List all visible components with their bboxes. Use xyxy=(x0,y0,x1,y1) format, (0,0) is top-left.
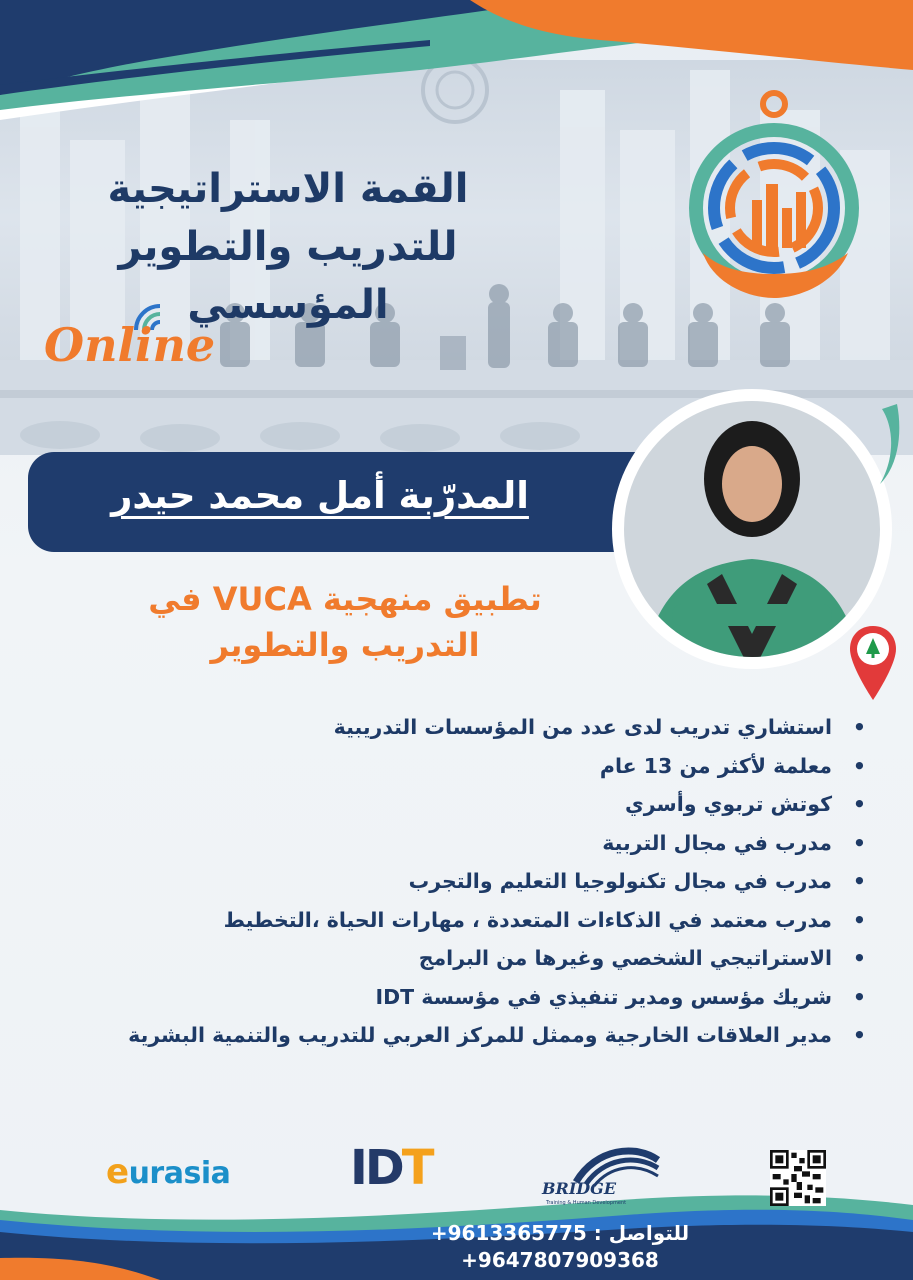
phone-lebanon[interactable]: +9613365775 xyxy=(430,1221,587,1245)
idt-logo-t: T xyxy=(401,1140,432,1196)
trainer-name: المدرّبة أمل محمد حيدر xyxy=(111,474,529,517)
credentials-list xyxy=(52,708,872,1055)
credential-item: • شريك مؤسس ومدير تنفيذي في مؤسسة IDT xyxy=(52,978,872,1017)
bridge-logo-tagline: Training & Human Development xyxy=(546,1200,627,1206)
course-title xyxy=(90,576,600,668)
lebanon-location-pin-icon xyxy=(848,624,898,704)
credential-item: • الاستراتيجي الشخصي وغيرها من البرامج xyxy=(52,939,872,978)
summit-logo xyxy=(688,88,868,308)
summit-title xyxy=(28,160,548,334)
course-line-1: تطبيق منهجية VUCA في xyxy=(148,580,542,618)
online-label: Online xyxy=(44,318,216,372)
credential-item: • مدير العلاقات الخارجية وممثل للمركز العربي للتدريب والتنمية البشرية xyxy=(52,1016,872,1055)
credential-item: • مدرب معتمد في الذكاءات المتعددة ، مهارات الحياة ،التخطيط xyxy=(52,901,872,940)
title-line-1: القمة الاستراتيجية xyxy=(107,166,469,212)
eurasia-logo-e: e xyxy=(106,1152,129,1192)
credential-item: • كوتش تربوي وأسري xyxy=(52,785,872,824)
bridge-logo xyxy=(536,1138,666,1208)
contact-row-1 xyxy=(380,1220,740,1247)
bridge-logo-name: BRIDGE xyxy=(542,1179,617,1198)
credential-item: • مدرب في مجال التربية xyxy=(52,824,872,863)
contact-info xyxy=(380,1220,740,1274)
eurasia-logo-text: urasia xyxy=(128,1156,231,1191)
eurasia-logo xyxy=(106,1152,230,1192)
title-line-2: للتدريب والتطوير المؤسسي xyxy=(118,224,458,328)
phone-iraq[interactable]: +9647807909368 xyxy=(461,1248,659,1272)
idt-logo xyxy=(350,1140,431,1196)
contact-label: للتواصل : xyxy=(593,1221,690,1245)
qr-code[interactable] xyxy=(770,1150,826,1206)
credential-item: • معلمة لأكثر من 13 عام xyxy=(52,747,872,786)
idt-logo-id: ID xyxy=(350,1140,402,1196)
credential-item: • استشاري تدريب لدى عدد من المؤسسات التدريبية xyxy=(52,708,872,747)
course-line-2: التدريب والتطوير xyxy=(210,626,480,664)
credential-item: • مدرب في مجال تكنولوجيا التعليم والتجرب xyxy=(52,862,872,901)
